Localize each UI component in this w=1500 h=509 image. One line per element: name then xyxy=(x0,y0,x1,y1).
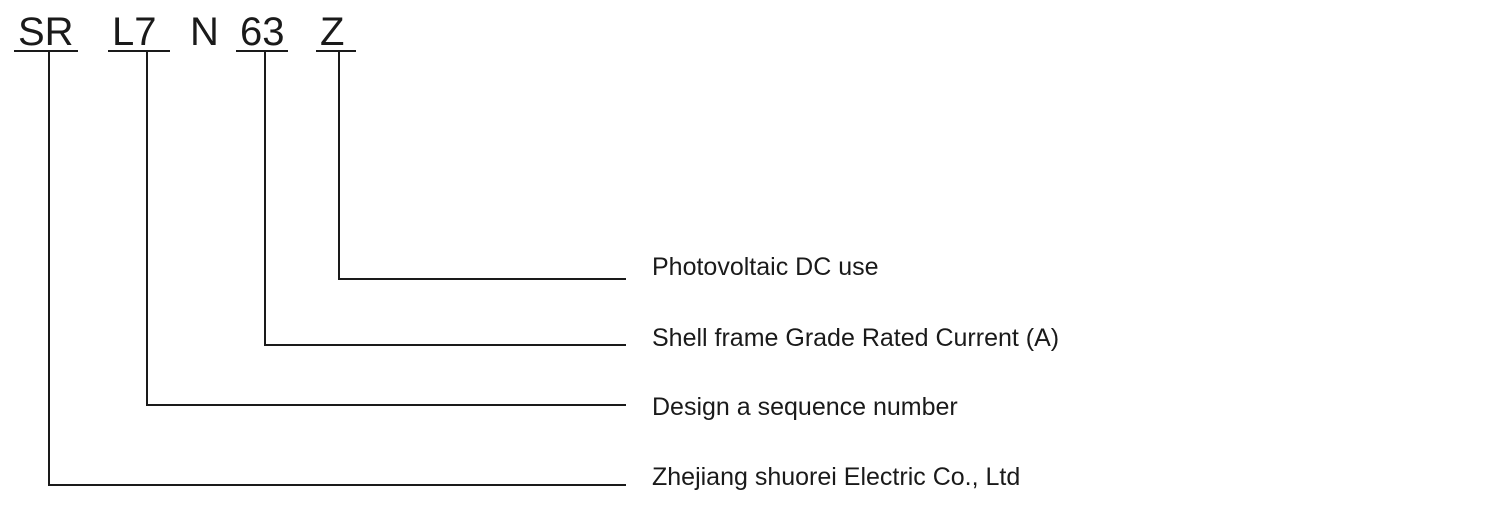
code-underline-sr xyxy=(14,50,78,52)
callout-label-shell-frame-grade-rated-current: Shell frame Grade Rated Current (A) xyxy=(652,324,1060,352)
code-segment-63: 63 xyxy=(240,10,285,54)
leader-horizontal-company-name xyxy=(48,484,626,486)
callout-label-company-name: Zhejiang shuorei Electric Co., Ltd xyxy=(652,463,1021,491)
code-segment-l7: L7 xyxy=(112,10,157,54)
leader-vertical-photovoltaic-dc-use xyxy=(338,52,340,278)
code-segment-n: N xyxy=(190,10,219,54)
code-segment-sr: SR xyxy=(18,10,74,54)
leader-vertical-company-name xyxy=(48,52,50,484)
code-underline-l7 xyxy=(108,50,170,52)
callout-label-photovoltaic-dc-use: Photovoltaic DC use xyxy=(652,253,879,281)
callout-label-design-a-sequence-number: Design a sequence number xyxy=(652,393,958,421)
leader-vertical-design-a-sequence-number xyxy=(146,52,148,404)
leader-horizontal-shell-frame-grade-rated-current xyxy=(264,344,626,346)
code-segment-z: Z xyxy=(320,10,345,54)
code-underline-63 xyxy=(236,50,288,52)
leader-horizontal-photovoltaic-dc-use xyxy=(338,278,626,280)
leader-vertical-shell-frame-grade-rated-current xyxy=(264,52,266,344)
code-underline-z xyxy=(316,50,356,52)
leader-horizontal-design-a-sequence-number xyxy=(146,404,626,406)
